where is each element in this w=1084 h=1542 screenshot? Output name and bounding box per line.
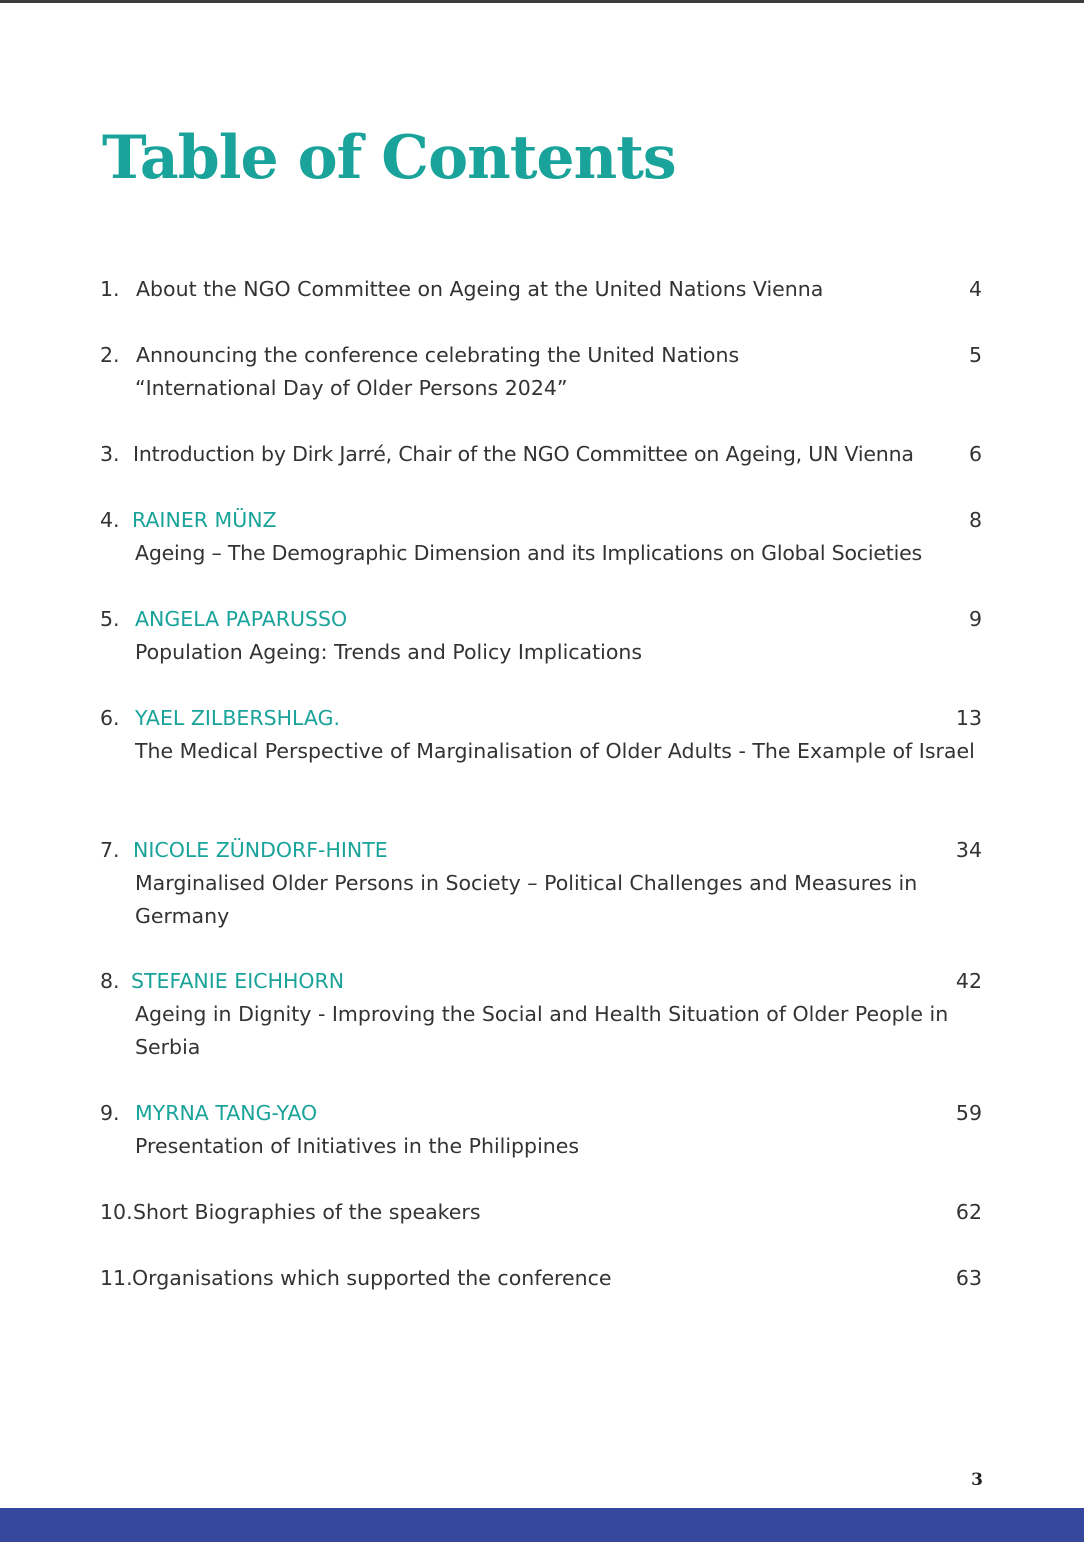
- toc-entry-title: About the NGO Committee on Ageing at the United Nations Vienna: [136, 277, 824, 301]
- speaker-name: YAEL ZILBERSHLAG.: [135, 706, 340, 730]
- speaker-name: STEFANIE EICHHORN: [131, 969, 345, 993]
- toc-entry-page: 62: [955, 1200, 982, 1224]
- toc-entry-title: Announcing the conference celebrating the United Nations: [136, 343, 740, 367]
- toc-entry-subtitle: The Medical Perspective of Marginalisation of Older Adults - The Example of Israel: [135, 739, 975, 763]
- toc-entry-page: 4: [968, 277, 982, 301]
- toc-entry-3[interactable]: [100, 438, 982, 471]
- speaker-name: NICOLE ZÜNDORF-HINTE: [133, 838, 388, 862]
- speaker-name: RAINER MÜNZ: [132, 508, 277, 532]
- toc-entry-number: 2.: [100, 343, 120, 367]
- toc-entry-8[interactable]: [100, 965, 982, 1064]
- toc-entry-subtitle: Ageing in Dignity - Improving the Social and Health Situation of Older People in Serbia: [135, 1002, 949, 1059]
- toc-entry-number: 5.: [100, 607, 120, 631]
- toc-entry-number: 6.: [100, 706, 120, 730]
- toc-entry-10[interactable]: [100, 1196, 982, 1229]
- toc-entry-title: Short Biographies of the speakers: [133, 1200, 481, 1224]
- footer-band: [0, 1508, 1084, 1542]
- toc-entry-number: 3.: [100, 442, 120, 466]
- toc-entry-4[interactable]: [100, 504, 982, 570]
- toc-entry-subtitle: Presentation of Initiatives in the Philippines: [135, 1134, 580, 1158]
- toc-entry-page: 6: [968, 442, 982, 466]
- toc-entry-6[interactable]: [100, 702, 982, 768]
- toc-entry-title: Introduction by Dirk Jarré, Chair of the NGO Committee on Ageing, UN Vienna: [133, 442, 914, 466]
- toc-entry-page: 5: [968, 343, 982, 367]
- page-number: 3: [971, 1470, 983, 1490]
- toc-entry-number: 7.: [100, 838, 120, 862]
- toc-entry-page: 42: [955, 969, 982, 993]
- toc-entry-number: 11.: [100, 1266, 133, 1290]
- toc-entry-subtitle: Population Ageing: Trends and Policy Implications: [135, 640, 643, 664]
- speaker-name: MYRNA TANG-YAO: [135, 1101, 318, 1125]
- toc-entry-number: 1.: [100, 277, 120, 301]
- toc-entry-2[interactable]: [100, 339, 982, 405]
- toc-entry-page: 63: [955, 1266, 982, 1290]
- toc-entry-page: 34: [955, 838, 982, 862]
- toc-entry-number: 4.: [100, 508, 120, 532]
- toc-entry-subtitle: Ageing – The Demographic Dimension and its Implications on Global Societies: [135, 541, 923, 565]
- toc-entry-number: 10.: [100, 1200, 133, 1224]
- toc-entry-number: 8.: [100, 969, 120, 993]
- toc-entry-page: 8: [968, 508, 982, 532]
- toc-entry-5[interactable]: [100, 603, 982, 669]
- speaker-name: ANGELA PAPARUSSO: [135, 607, 348, 631]
- toc-entry-subtitle: Marginalised Older Persons in Society – Political Challenges and Measures in Germany: [135, 871, 918, 928]
- toc-entry-9[interactable]: [100, 1097, 982, 1163]
- toc-entry-page: 59: [955, 1101, 982, 1125]
- toc-entry-page: 9: [968, 607, 982, 631]
- toc-entry-subtitle: “International Day of Older Persons 2024”: [135, 376, 568, 400]
- toc-entry-title: Organisations which supported the conference: [132, 1266, 612, 1290]
- toc-entry-page: 13: [955, 706, 982, 730]
- toc-entry-1[interactable]: [100, 273, 982, 306]
- toc-entry-number: 9.: [100, 1101, 120, 1125]
- toc-entry-11[interactable]: [100, 1262, 982, 1295]
- toc-entry-7[interactable]: [100, 834, 982, 933]
- page-title: Table of Contents: [102, 123, 676, 193]
